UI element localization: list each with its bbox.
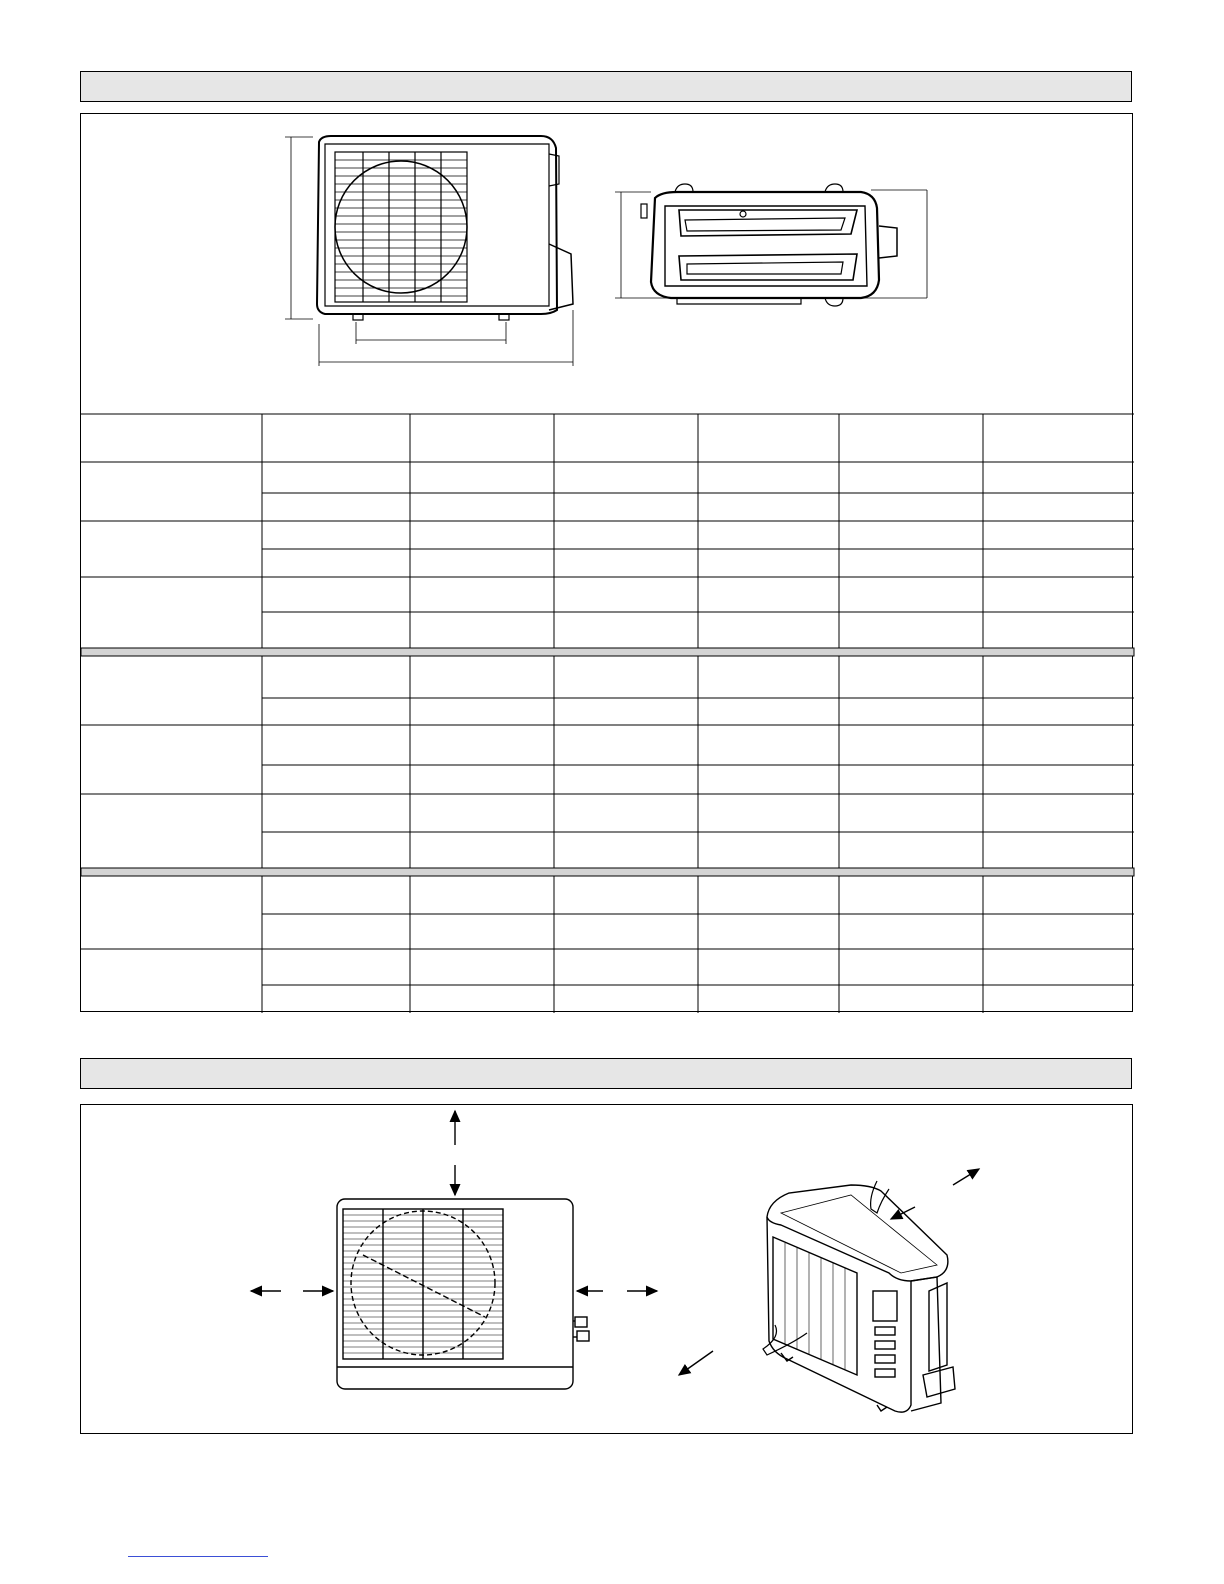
dimensions-panel bbox=[80, 113, 1133, 1012]
dimension-drawings bbox=[81, 114, 1134, 1013]
clearance-drawings bbox=[81, 1105, 1134, 1435]
section-header-clearances bbox=[80, 1058, 1132, 1089]
dimension-table-grid bbox=[81, 414, 1134, 1013]
front-view-drawing bbox=[285, 136, 573, 366]
front-clearance-drawing bbox=[251, 1111, 657, 1389]
isometric-airflow-drawing bbox=[679, 1169, 979, 1412]
section-header-dimensions bbox=[80, 71, 1132, 102]
footer-link-underline[interactable] bbox=[128, 1556, 268, 1558]
top-view-drawing bbox=[615, 184, 927, 306]
clearances-panel bbox=[80, 1104, 1133, 1434]
